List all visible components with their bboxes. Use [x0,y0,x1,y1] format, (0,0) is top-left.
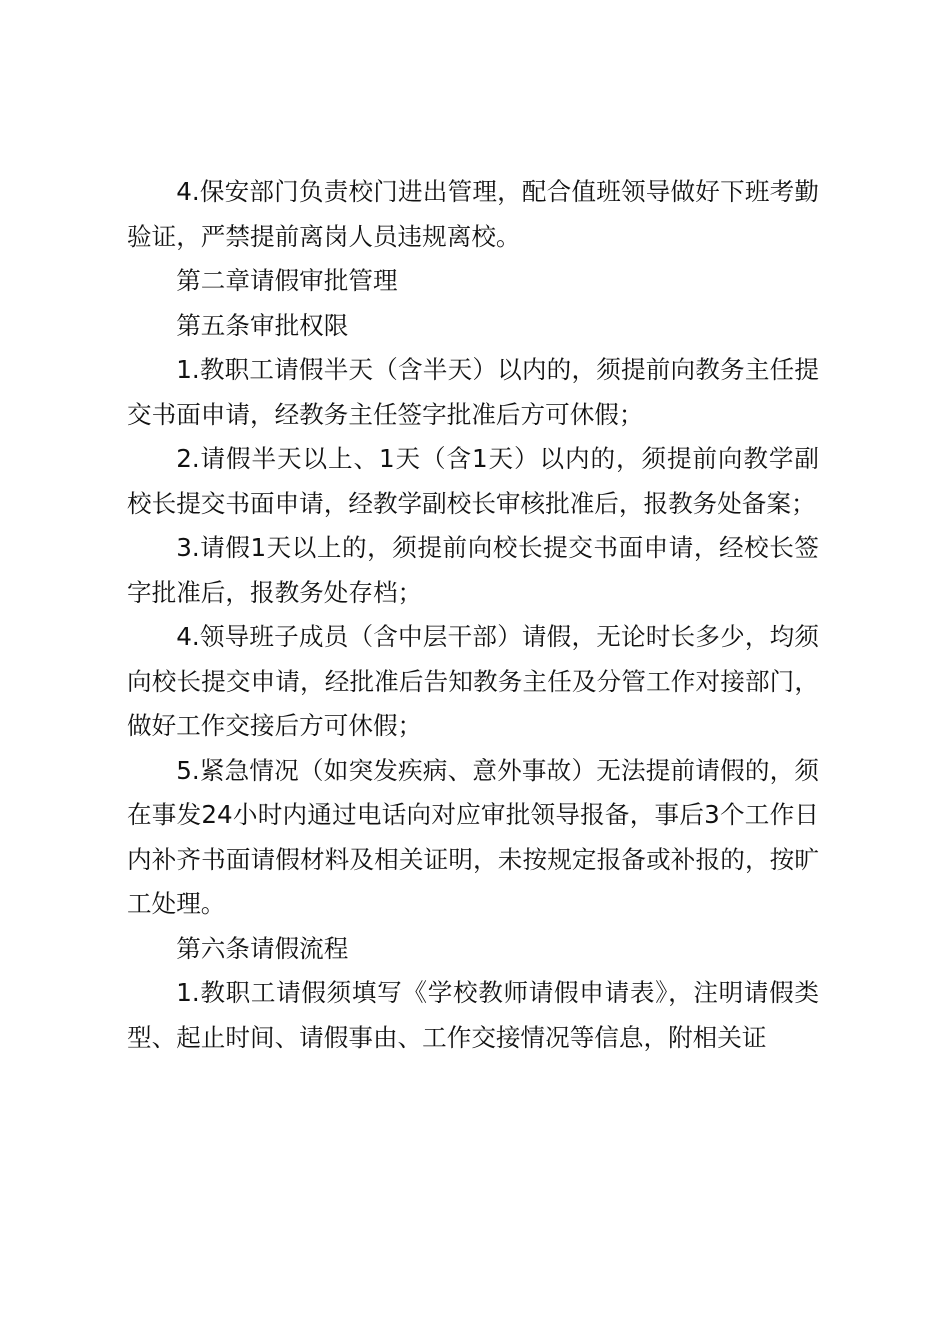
article-heading-leave-process: 第六条请假流程 [176,933,349,963]
paragraph-item-1: 1.教职工请假半天（含半天）以内的，须提前向教务主任提交书面申请，经教务主任签字批准后方可休假； [127,355,819,429]
chapter-heading: 第二章请假审批管理 [176,266,398,295]
paragraph-item-2: 2.请假半天以上、1天（含1天）以内的，须提前向教学副校长提交书面申请，经教学副校长审核批准后，报教务处备案； [127,444,819,518]
paragraph-security-duty: 4.保安部门负责校门进出管理，配合值班领导做好下班考勤验证，严禁提前离岗人员违规离校。 [127,177,819,251]
paragraph-item-5: 5.紧急情况（如突发疾病、意外事故）无法提前请假的，须在事发24小时内通过电话向对应审批领导报备，事后3个工作日内补齐书面请假材料及相关证明，未按规定报备或补报的，按旷工处理。 [127,755,819,918]
paragraph-item-4: 4.领导班子成员（含中层干部）请假，无论时长多少，均须向校长提交申请，经批准后告知教务主任及分管工作对接部门，做好工作交接后方可休假； [127,622,819,740]
document-body [127,170,819,1060]
article-heading-approval-authority: 第五条审批权限 [176,310,349,340]
paragraph-process-item-1: 1.教职工请假须填写《学校教师请假申请表》，注明请假类型、起止时间、请假事由、工作交接情况等信息，附相关证 [127,978,819,1052]
paragraph-item-3: 3.请假1天以上的，须提前向校长提交书面申请，经校长签字批准后，报教务处存档； [127,533,819,607]
